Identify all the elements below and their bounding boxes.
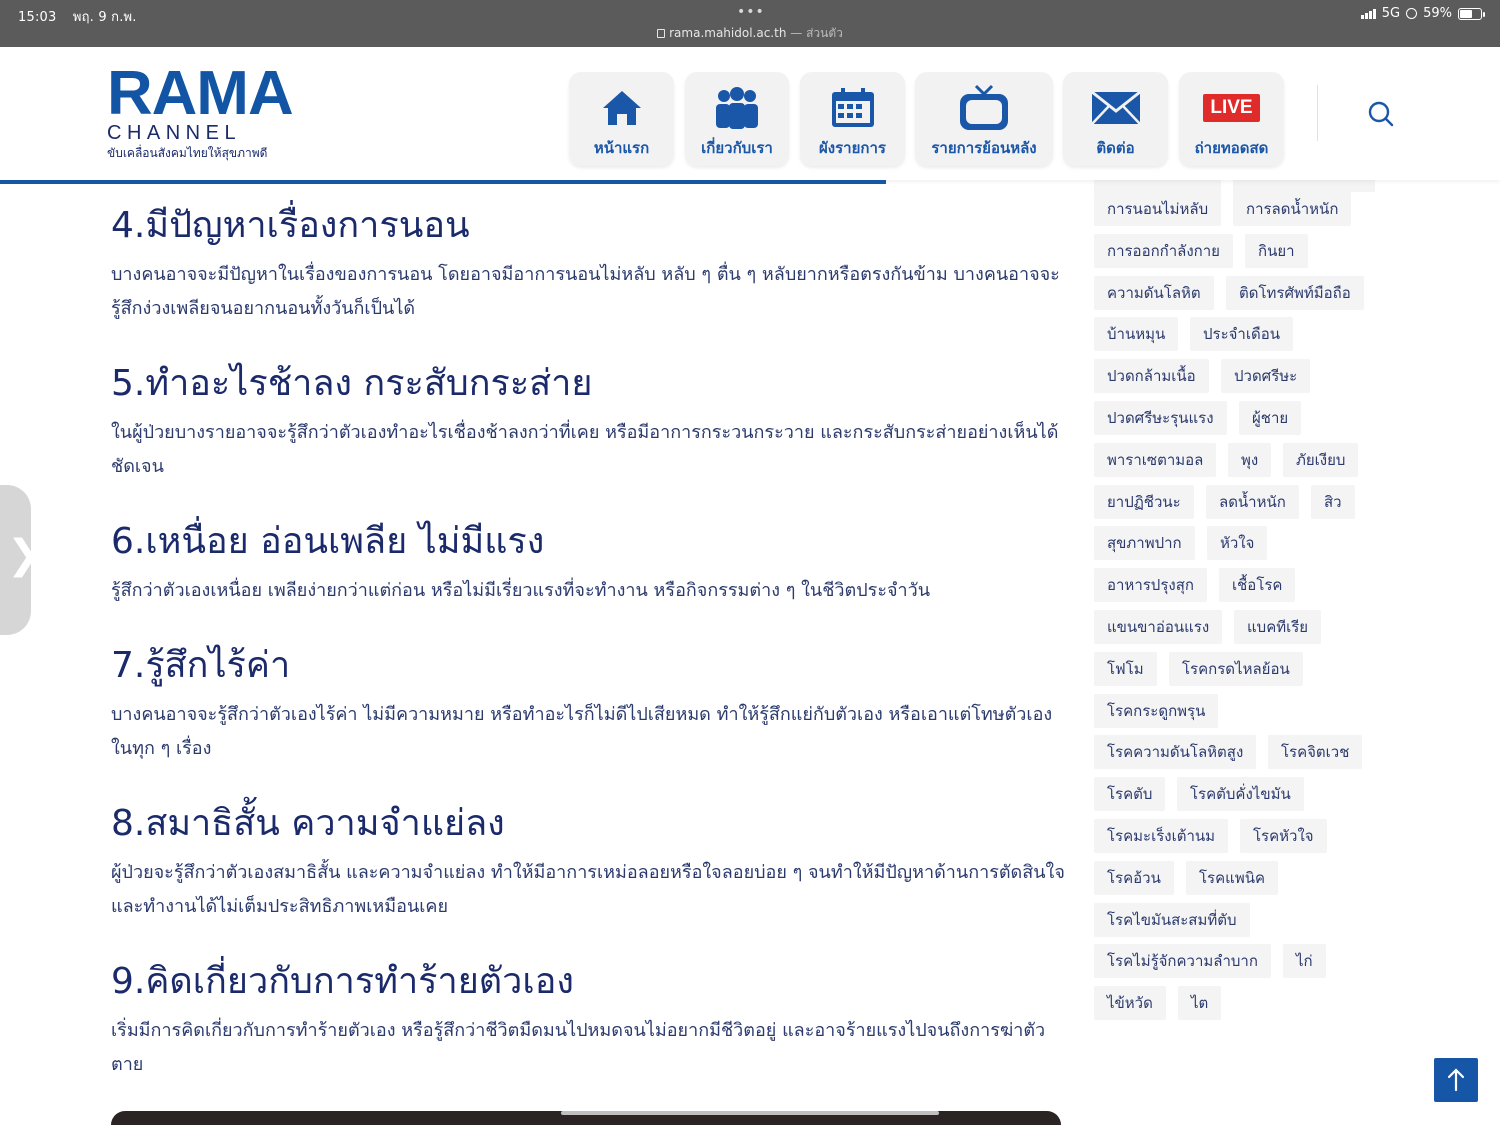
private-label: — ส่วนตัว <box>790 26 843 40</box>
lock-icon <box>657 29 665 38</box>
tag-link[interactable]: โรคจิตเวช <box>1268 735 1362 769</box>
tag-link[interactable]: ติดโทรศัพท์มือถือ <box>1226 276 1364 310</box>
url-text: rama.mahidol.ac.th <box>669 26 787 40</box>
tag-link[interactable]: ไก่ <box>1283 944 1326 978</box>
section-heading: 7.รู้สึกไร้ค่า <box>111 645 291 686</box>
article-section <box>111 204 1066 326</box>
nav-replay[interactable] <box>915 72 1053 166</box>
sidebar-handle[interactable] <box>0 485 41 635</box>
tag-link[interactable]: ภัยเงียบ <box>1283 443 1358 477</box>
status-right <box>1361 6 1482 21</box>
tag-link[interactable]: บ้านหมุน <box>1094 317 1178 351</box>
tag-link[interactable]: การลดน้ำหนัก <box>1233 192 1351 226</box>
tag-link[interactable]: อาหารปรุงสุก <box>1094 568 1207 602</box>
tag-link[interactable]: หัวใจ <box>1207 526 1267 560</box>
tag-link[interactable]: กินยา <box>1245 234 1308 268</box>
location-icon <box>1406 8 1417 19</box>
status-time: 15:03 <box>18 10 57 25</box>
tag-link[interactable]: การนอนไม่หลับ <box>1094 192 1221 226</box>
tv-icon <box>915 84 1053 132</box>
tag-link[interactable]: ผู้ชาย <box>1239 401 1301 435</box>
live-badge: LIVE <box>1203 94 1259 122</box>
ios-status-bar <box>0 0 1500 47</box>
section-body: รู้สึกว่าตัวเองเหนื่อย เพลียง่ายกว่าแต่ก่อน หรือไม่มีเรี่ยวแรงที่จะทำงาน หรือกิจกรรมต่าง ๆ ในชีวิตประจำวัน <box>111 580 931 601</box>
arrow-up-icon <box>1446 1068 1466 1092</box>
tag-link[interactable]: ไข้หวัด <box>1094 986 1166 1020</box>
tag-link[interactable]: ปวดศรีษะ <box>1221 359 1310 393</box>
tag-link[interactable]: พาราเซตามอล <box>1094 443 1216 477</box>
tag-link[interactable]: โรคกระดูกพรุน <box>1094 694 1218 728</box>
site-header <box>0 47 1500 180</box>
tag-link[interactable]: โรคอ้วน <box>1094 861 1174 895</box>
tag-link[interactable]: แบคทีเรีย <box>1234 610 1321 644</box>
section-body: บางคนอาจจะรู้สึกว่าตัวเองไร้ค่า ไม่มีความหมาย หรือทำอะไรก็ไม่ดีไปเสียหมด ทำให้รู้สึกแย่กับตัวเอง หรือเอาแต่โทษตัวเองในทุก ๆ เรื่อง <box>111 704 1053 759</box>
nav-schedule[interactable] <box>800 72 905 166</box>
people-icon <box>685 84 789 132</box>
nav-schedule-label: ผังรายการ <box>819 139 886 157</box>
section-heading: 8.สมาธิสั้น ความจำแย่ลง <box>111 803 505 844</box>
battery-percent: 59% <box>1423 6 1452 21</box>
article-image <box>111 1111 1061 1125</box>
header-divider <box>1317 85 1318 141</box>
signal-icon <box>1361 9 1376 19</box>
article-section <box>111 802 1066 924</box>
calendar-icon <box>800 84 905 132</box>
article-section <box>111 520 1066 608</box>
image-scroll-indicator <box>561 1111 939 1115</box>
tag-link[interactable]: ความดันโลหิต <box>1094 276 1214 310</box>
section-heading: 9.คิดเกี่ยวกับการทำร้ายตัวเอง <box>111 961 574 1002</box>
nav-replay-label: รายการย้อนหลัง <box>931 139 1037 157</box>
tag-link[interactable]: โรคความดันโลหิตสูง <box>1094 735 1256 769</box>
tag-link[interactable]: โฟโม <box>1094 652 1157 686</box>
tag-link[interactable]: โรคหัวใจ <box>1240 819 1327 853</box>
rama-channel-logo[interactable] <box>107 59 293 163</box>
section-heading: 5.ทำอะไรช้าลง กระสับกระส่าย <box>111 363 593 404</box>
battery-icon <box>1458 8 1482 20</box>
nav-contact[interactable] <box>1063 72 1168 166</box>
tag-link[interactable]: การออกกำลังกาย <box>1094 234 1233 268</box>
envelope-icon <box>1063 84 1168 132</box>
back-to-top-button[interactable] <box>1434 1058 1478 1102</box>
logo-name: RAMA <box>107 59 293 128</box>
tag-link[interactable]: เชื้อโรค <box>1219 568 1295 602</box>
address-bar[interactable] <box>0 24 1500 43</box>
logo-tagline: ขับเคลื่อนสังคมไทยให้สุขภาพดี <box>107 146 268 160</box>
status-date: พฤ. 9 ก.พ. <box>72 10 137 25</box>
tag-link[interactable]: พุง <box>1228 443 1271 477</box>
section-body: ในผู้ป่วยบางรายอาจจะรู้สึกว่าตัวเองทำอะไรเชื่องช้าลงกว่าที่เคย หรือมีอาการกระวนกระวาย และกระสับกระส่ายอย่างเห็นได้ชัดเจน <box>111 422 1059 477</box>
nav-contact-label: ติดต่อ <box>1096 139 1135 157</box>
tag-link[interactable]: โรคกรดไหลย้อน <box>1169 652 1303 686</box>
section-heading: 4.มีปัญหาเรื่องการนอน <box>111 205 470 246</box>
tag-link[interactable]: แขนขาอ่อนแรง <box>1094 610 1222 644</box>
tag-peek <box>1094 180 1221 192</box>
tag-link[interactable]: ยาปฏิชีวนะ <box>1094 485 1194 519</box>
section-body: ผู้ป่วยจะรู้สึกว่าตัวเองสมาธิสั้น และความจำแย่ลง ทำให้มีอาการเหม่อลอยหรือใจลอยบ่อย ๆ จนทำให้มีปัญหาด้านการตัดสินใจ และทำงานได้ไม่เต็มประสิทธิภาพเหมือนเคย <box>111 862 1065 917</box>
tag-link[interactable]: โรคแพนิค <box>1186 861 1278 895</box>
tag-link[interactable]: ประจำเดือน <box>1190 317 1293 351</box>
section-body: เริ่มมีการคิดเกี่ยวกับการทำร้ายตัวเอง หรือรู้สึกว่าชีวิตมืดมนไปหมดจนไม่อยากมีชีวิตอยู่ และอาจร้ายแรงไปจนถึงการฆ่าตัวตาย <box>111 1020 1046 1075</box>
chevron-right-icon: ❯ <box>7 532 41 578</box>
home-icon <box>569 84 674 132</box>
nav-live[interactable] <box>1179 72 1284 166</box>
tag-link[interactable]: โรคตับ <box>1094 777 1165 811</box>
tag-link[interactable]: ปวดศรีษะรุนแรง <box>1094 401 1227 435</box>
tag-link[interactable]: ไต <box>1178 986 1221 1020</box>
nav-home[interactable] <box>569 72 674 166</box>
tag-link[interactable]: สิว <box>1311 485 1355 519</box>
article-section <box>111 644 1066 766</box>
tag-link[interactable]: สุขภาพปาก <box>1094 526 1195 560</box>
live-icon <box>1179 84 1284 132</box>
tag-link[interactable]: โรคตับคั่งไขมัน <box>1177 777 1304 811</box>
nav-about[interactable] <box>685 72 789 166</box>
nav-about-label: เกี่ยวกับเรา <box>701 139 773 157</box>
tag-peek <box>1233 180 1375 192</box>
tag-link[interactable]: ปวดกล้ามเนื้อ <box>1094 359 1209 393</box>
section-heading: 6.เหนื่อย อ่อนเพลีย ไม่มีแรง <box>111 521 545 562</box>
search-icon[interactable] <box>1366 99 1396 129</box>
tag-link[interactable]: ลดน้ำหนัก <box>1206 485 1299 519</box>
nav-home-label: หน้าแรก <box>593 139 650 157</box>
reading-progress-bar <box>0 180 886 184</box>
tag-link[interactable]: โรคไม่รู้จักความลำบาก <box>1094 944 1271 978</box>
browser-menu-dots[interactable]: ••• <box>737 4 765 20</box>
tag-link[interactable]: โรคมะเร็งเต้านม <box>1094 819 1228 853</box>
article-section <box>111 362 1066 484</box>
article-section <box>111 960 1066 1082</box>
tag-link[interactable]: โรคไขมันสะสมที่ตับ <box>1094 903 1250 937</box>
logo-sub: CHANNEL <box>107 122 242 144</box>
section-body: บางคนอาจจะมีปัญหาในเรื่องของการนอน โดยอาจมีอาการนอนไม่หลับ หลับ ๆ ตื่น ๆ หลับยากหรือตรงกันข้าม บางคนอาจจะรู้สึกง่วงเพลียจนอยากนอนทั้งวันก็เป็นได้ <box>111 264 1060 319</box>
network-type: 5G <box>1381 6 1401 21</box>
nav-live-label: ถ่ายทอดสด <box>1194 139 1269 157</box>
